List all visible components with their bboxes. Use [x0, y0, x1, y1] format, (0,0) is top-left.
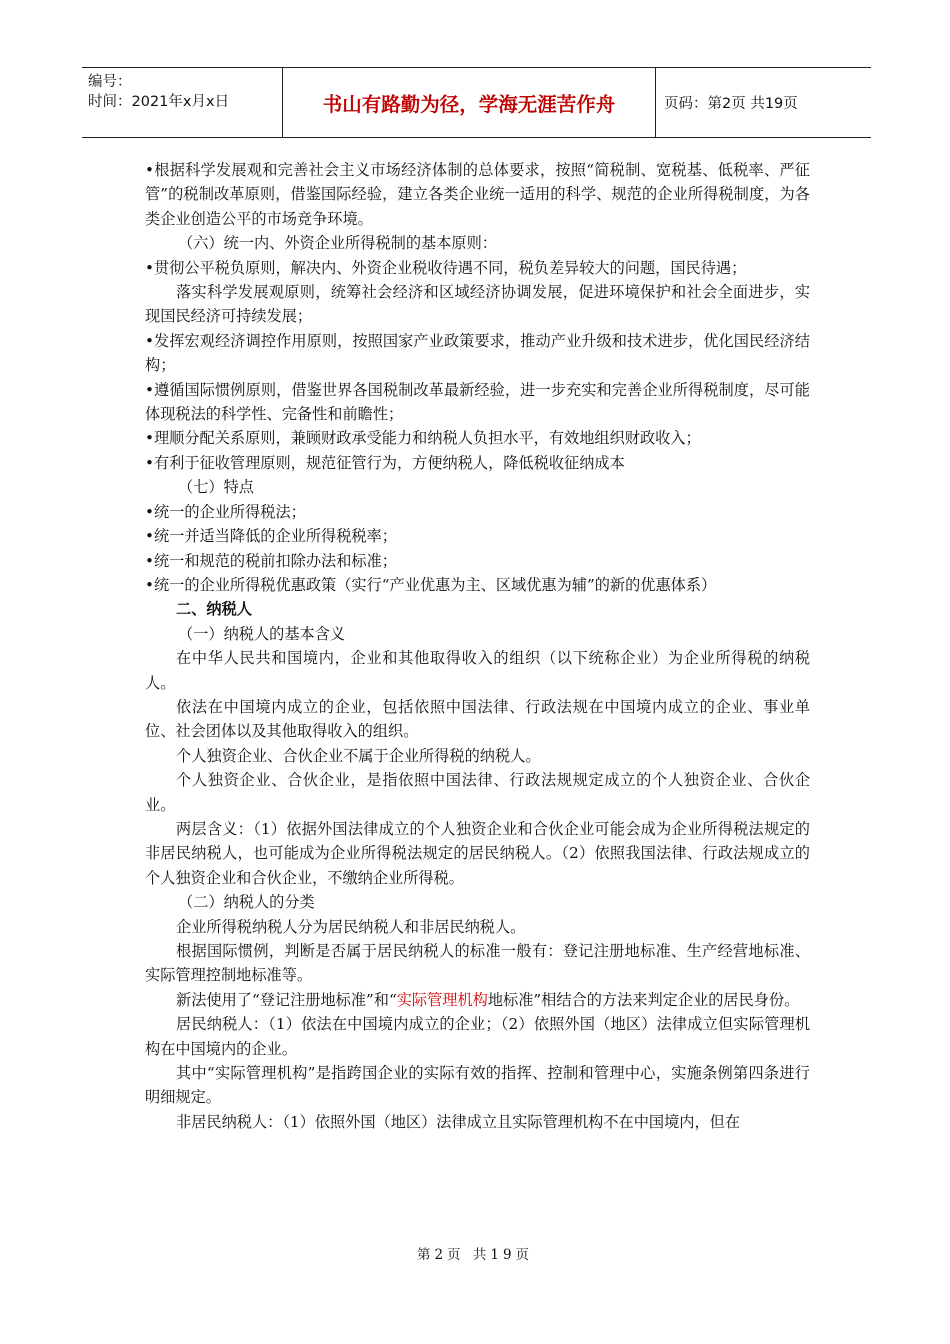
number-label: 编号： — [88, 74, 132, 90]
time-label: 时间：2021年x月x日 — [88, 94, 230, 110]
bullet-dot: • — [145, 575, 154, 594]
body-paragraph: 非居民纳税人：（1）依照外国（地区）法律成立且实际管理机构不在中国境内，但在 — [176, 1112, 741, 1131]
body-paragraph: 两层含义：（1）依据外国法律成立的个人独资企业和合伙企业可能会成为企业所得税法规定的非居民纳税人，也可能成为企业所得税法规定的居民纳税人。（2）依照我国法律、行政法规成立的个人独资企业和合伙企业，不缴纳企业所得税。 — [145, 819, 810, 887]
text-run: 地标准”相结合的方法来判定企业的居民身份。 — [487, 990, 800, 1009]
body-paragraph: 个人独资企业、合伙企业，是指依照中国法律、行政法规规定成立的个人独资企业、合伙企业。 — [145, 771, 810, 814]
body-paragraph: •理顺分配关系原则，兼顾财政承受能力和纳税人负担水平，有效地组织财政收入； — [145, 429, 701, 448]
bullet-dot: • — [145, 161, 154, 179]
subsection-title: （一）纳税人的基本含义 — [178, 624, 346, 643]
bullet-dot: • — [145, 527, 154, 546]
bullet-text: 统一并适当降低的企业所得税税率； — [153, 527, 397, 546]
header-left-cell — [82, 68, 283, 137]
body-paragraph: •发挥宏观经济调控作用原则，按照国家产业政策要求，推动产业升级和技术进步，优化国民经济结构； — [145, 331, 810, 375]
bullet-dot: • — [145, 502, 154, 521]
bullet-item — [145, 573, 810, 597]
body-paragraph: 根据国际惯例，判断是否属于居民纳税人的标准一般有：登记注册地标准、生产经营地标准、实际管理控制地标准等。 — [145, 942, 810, 985]
body-paragraph: 个人独资企业、合伙企业不属于企业所得税的纳税人。 — [176, 746, 541, 765]
subsection-title: （七）特点 — [178, 478, 254, 497]
bullet-text: 统一和规范的税前扣除办法和标准； — [153, 551, 397, 570]
highlighted-term: 实际管理机构 — [396, 990, 488, 1009]
bullet-item — [145, 524, 810, 548]
body-paragraph: •遵循国际惯例原则，借鉴世界各国税制改革最新经验，进一步充实和完善企业所得税制度，尽可能体现税法的科学性、完备性和前瞻性； — [145, 380, 810, 424]
header-page-code: 页码：第2页 共19页 — [664, 96, 798, 112]
bullet-text: 根据科学发展观和完善社会主义市场经济体制的总体要求，按照“简税制、宽税基、低税率、严征管”的税制改革原则，借鉴国际经验，建立各类企业统一适用的科学、规范的企业所得税制度，为各类企业创造公平的市场竞争环境。 — [145, 161, 810, 228]
page-footer: 第2页 共19页 — [416, 1247, 534, 1263]
body-paragraph — [145, 988, 810, 1012]
body-paragraph: 企业所得税纳税人分为居民纳税人和非居民纳税人。 — [176, 917, 526, 936]
bullet-text: 统一的企业所得税法； — [153, 502, 306, 521]
page-header — [82, 67, 871, 138]
body-paragraph: 在中华人民共和国境内，企业和其他取得收入的组织（以下统称企业）为企业所得税的纳税人。 — [145, 649, 810, 692]
subsection-title: （六）统一内、外资企业所得税制的基本原则： — [178, 234, 497, 253]
section-heading: 二、纳税人 — [176, 600, 252, 619]
body-paragraph: 依法在中国境内成立的企业，包括依照中国法律、行政法规在中国境内成立的企业、事业单位、社会团体以及其他取得收入的组织。 — [145, 697, 810, 741]
body-paragraph: 其中“实际管理机构”是指跨国企业的实际有效的指挥、控制和管理中心，实施条例第四条进行明细规定。 — [145, 1064, 810, 1107]
bullet-item — [145, 500, 810, 524]
bullet-dot: • — [145, 551, 154, 570]
body-paragraph: •有利于征收管理原则，规范征管行为，方便纳税人，降低税收征纳成本 — [145, 453, 625, 472]
bullet-item — [145, 158, 810, 231]
body-paragraph: 落实科学发展观原则，统筹社会经济和区域经济协调发展，促进环境保护和社会全面进步，实现国民经济可持续发展； — [145, 283, 810, 326]
bullet-text: 统一的企业所得税优惠政策（实行“产业优惠为主、区域优惠为辅”的新的优惠体系） — [153, 575, 717, 594]
subsection-title: （二）纳税人的分类 — [178, 893, 315, 912]
bullet-item — [145, 549, 810, 573]
body-paragraph: •贯彻公平税负原则，解决内、外资企业税收待遇不同，税负差异较大的问题，国民待遇； — [145, 258, 747, 277]
body-paragraph: 居民纳税人：（1）依法在中国境内成立的企业；（2）依照外国（地区）法律成立但实际管理机构在中国境内的企业。 — [145, 1015, 810, 1058]
document-body — [145, 158, 810, 1134]
header-motto: 书山有路勤为径，学海无涯苦作舟 — [283, 68, 656, 137]
text-run: 新法使用了“登记注册地标准”和“ — [176, 990, 397, 1009]
